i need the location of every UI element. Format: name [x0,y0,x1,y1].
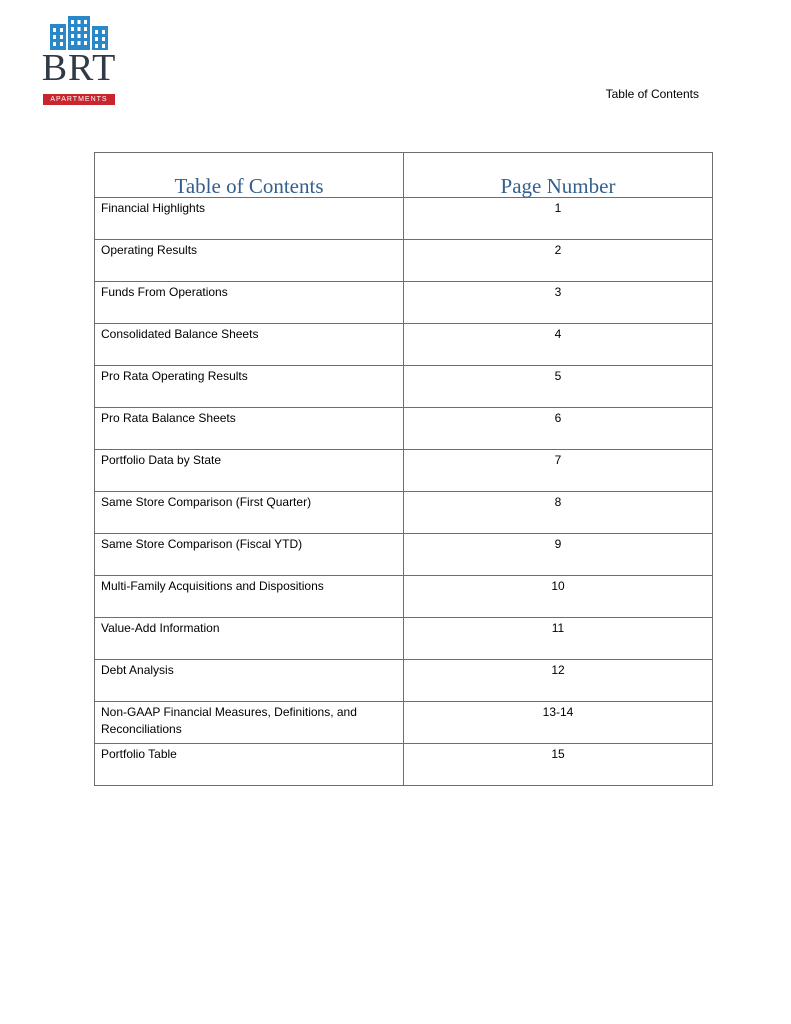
table-row [95,282,713,324]
toc-entry-title: Same Store Comparison (Fiscal YTD) [95,534,404,576]
toc-entry-page: 9 [404,534,713,576]
table-row [95,744,713,786]
toc-entry-page: 10 [404,576,713,618]
table-row [95,240,713,282]
toc-entry-title: Non-GAAP Financial Measures, Definitions, and Reconciliations [95,702,404,744]
toc-entry-page: 12 [404,660,713,702]
buildings-icon [40,14,118,50]
table-row [95,366,713,408]
toc-entry-title: Portfolio Table [95,744,404,786]
toc-entry-page: 8 [404,492,713,534]
toc-entry-title: Funds From Operations [95,282,404,324]
toc-entry-title: Pro Rata Operating Results [95,366,404,408]
brt-apartments-logo [40,14,118,103]
toc-header-row [95,153,713,198]
toc-heading-title: Table of Contents [95,153,404,198]
toc-entry-page: 4 [404,324,713,366]
toc-entry-page: 11 [404,618,713,660]
toc-entry-title: Financial Highlights [95,198,404,240]
toc-entry-title: Consolidated Balance Sheets [95,324,404,366]
table-row [95,198,713,240]
toc-entry-page: 5 [404,366,713,408]
toc-entry-title: Debt Analysis [95,660,404,702]
toc-entry-title: Value-Add Information [95,618,404,660]
toc-entry-page: 7 [404,450,713,492]
table-row [95,576,713,618]
toc-entry-page: 1 [404,198,713,240]
table-row [95,702,713,744]
table-row [95,534,713,576]
table-row [95,408,713,450]
table-row [95,492,713,534]
logo-brand-text: BRT [41,47,117,89]
table-row [95,450,713,492]
toc-entry-page: 6 [404,408,713,450]
toc-entry-page: 2 [404,240,713,282]
table-row [95,660,713,702]
running-header-title: Table of Contents [605,87,699,101]
table-of-contents [94,152,713,786]
toc-entry-title: Portfolio Data by State [95,450,404,492]
toc-entry-title: Same Store Comparison (First Quarter) [95,492,404,534]
toc-heading-page: Page Number [404,153,713,198]
toc-entry-title: Pro Rata Balance Sheets [95,408,404,450]
toc-entry-title: Operating Results [95,240,404,282]
logo-tagline: APARTMENTS [43,94,115,105]
toc-entry-page: 15 [404,744,713,786]
table-row [95,324,713,366]
toc-entry-title: Multi-Family Acquisitions and Dispositions [95,576,404,618]
toc-entry-page: 3 [404,282,713,324]
toc-entry-page: 13-14 [404,702,713,744]
table-row [95,618,713,660]
